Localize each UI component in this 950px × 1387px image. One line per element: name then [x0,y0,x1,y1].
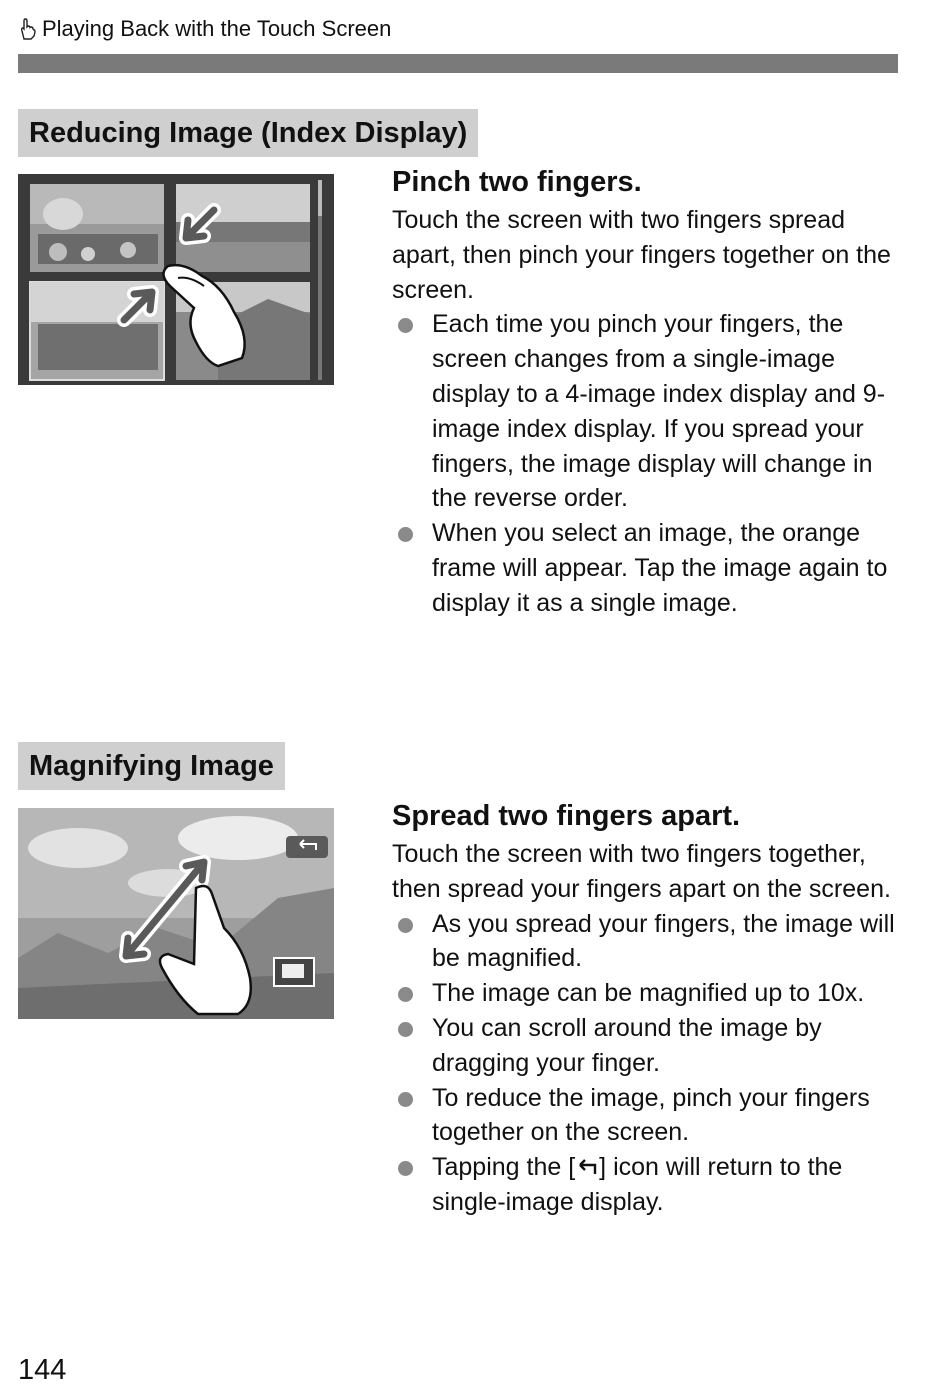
bullet-item [392,1150,907,1220]
magnify-illustration [18,808,334,1019]
touch-hand-icon [18,17,36,41]
running-header [18,16,391,42]
bullet-text-after: ] icon will return to the single-image display. [432,1153,843,1216]
section1-content [392,163,907,621]
section2-content [392,797,907,1220]
bullet-item: To reduce the image, pinch your fingers together on the screen. [392,1081,907,1151]
bullet-item: The image can be magnified up to 10x. [392,976,907,1011]
bullet-text-before: Tapping the [ [432,1153,576,1182]
bullet-item: You can scroll around the image by dragging your finger. [392,1011,907,1081]
bullet-list [392,307,907,620]
step-title-spread: Spread two fingers apart. [392,800,741,832]
bullet-item: As you spread your fingers, the image will be magnified. [392,907,907,977]
return-arrow-icon [575,1156,599,1178]
bullet-item: When you select an image, the orange frame will appear. Tap the image again to display it as a single image. [392,516,907,620]
step-intro: Touch the screen with two fingers together, then spread your fingers apart on the screen. [392,840,891,903]
bullet-list [392,907,907,1220]
section-title-reducing: Reducing Image (Index Display) [18,109,478,157]
header-title: Playing Back with the Touch Screen [42,16,392,41]
step-intro: Touch the screen with two fingers spread apart, then pinch your fingers together on the screen. [392,206,891,304]
page-number: 144 [18,1354,67,1386]
step-title-pinch: Pinch two fingers. [392,166,642,198]
bullet-item: Each time you pinch your fingers, the screen changes from a single-image display to a 4-image index display and 9-image index display. If you spread your fingers, the image display will change in the reverse order. [392,307,907,516]
header-bar [18,54,898,73]
section-title-magnifying: Magnifying Image [18,742,285,790]
index-display-illustration [18,174,334,385]
